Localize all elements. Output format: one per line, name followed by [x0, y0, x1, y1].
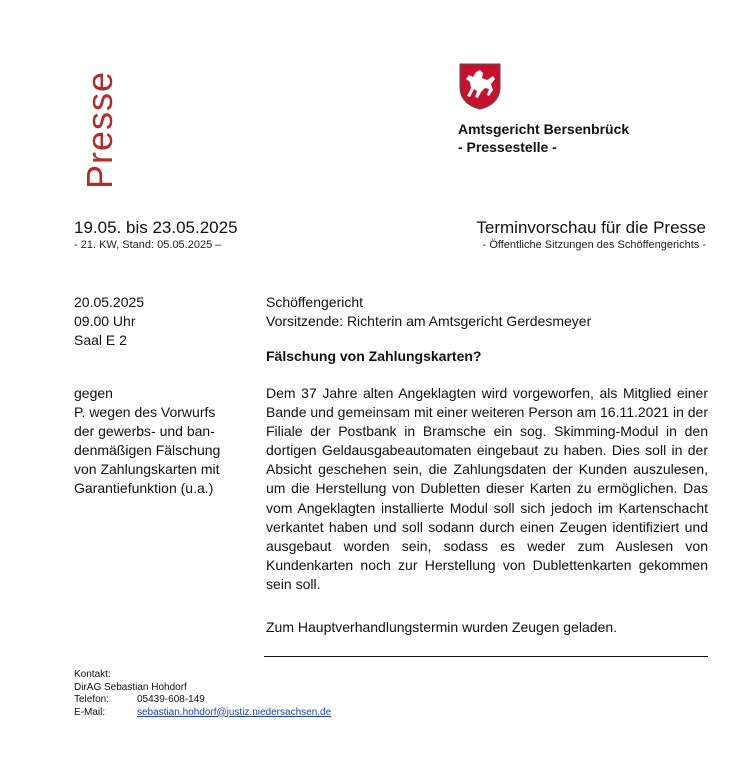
contact-phone-row	[74, 694, 331, 707]
email-link[interactable]: sebastian.hohdorf@justiz.niedersachsen.de	[137, 706, 332, 718]
contact-email-row	[74, 707, 331, 720]
calendar-week: - 21. KW, Stand: 05.05.2025 –	[74, 239, 222, 251]
document-title: Terminvorschau für die Presse	[476, 218, 706, 237]
document-subtitle: - Öffentliche Sitzungen des Schöffengerichts -	[482, 239, 706, 251]
session-time: 09.00 Uhr	[74, 313, 136, 329]
contact-heading: Kontakt:	[74, 669, 111, 680]
phone-number: 05439-608-149	[137, 694, 205, 705]
lower-saxony-horse-crest-icon	[458, 62, 502, 110]
witness-note: Zum Hauptverhandlungstermin wurden Zeugen geladen.	[266, 619, 617, 635]
contact-block	[74, 669, 331, 719]
session-date: 20.05.2025	[74, 294, 145, 310]
court-name: Amtsgericht Bersenbrück	[458, 121, 630, 137]
against-label: gegen	[74, 385, 113, 401]
contact-name: DirAG Sebastian Hohdorf	[74, 681, 187, 693]
charge-line: der gewerbs- und ban-	[74, 423, 215, 439]
court-type: Schöffengericht	[266, 294, 364, 310]
charge-line: von Zahlungskarten mit	[74, 461, 220, 477]
presiding-judge: Vorsitzende: Richterin am Amtsgericht Gerdesmeyer	[266, 313, 592, 329]
divider	[264, 656, 708, 657]
date-range: 19.05. bis 23.05.2025	[74, 218, 238, 237]
case-description: Dem 37 Jahre alten Angeklagten wird vorgeworfen, als Mitglied einer Bande und gemeinsam mit einer weiteren Person am 16.11.2021 in der Filiale der Postbank in Bramsche ein sog. Skimming-Modul in den dortigen Geldausgabeautomaten eingebaut zu haben. Dies soll in der Absicht geschehen sein, die Zahlungsdaten der Kunden auszulesen, um die Herstellung von Dubletten dieser Karten zu ermöglichen. Das vom Angeklagten installierte Modul soll sich jedoch im Kartenschacht verkantet haben und soll sodann durch einen Zeugen identifiziert und ausgebaut worden sein, sodass es weder zum Auslesen von Kundenkarten noch zur Herstellung von Dublettenkarten gekommen sein soll.	[266, 385, 708, 592]
session-room: Saal E 2	[74, 332, 127, 348]
charge-line: P. wegen des Vorwurfs	[74, 404, 216, 420]
case-headline: Fälschung von Zahlungskarten?	[266, 348, 482, 364]
email-label: E-Mail:	[74, 706, 106, 718]
phone-label: Telefon:	[74, 694, 110, 705]
press-office-label: - Pressestelle -	[458, 139, 557, 155]
charge-line: denmäßigen Fälschung	[74, 442, 221, 458]
side-label-presse: Presse	[79, 70, 120, 190]
charge-summary	[74, 403, 254, 498]
charge-line: Garantiefunktion (u.a.)	[74, 480, 214, 496]
